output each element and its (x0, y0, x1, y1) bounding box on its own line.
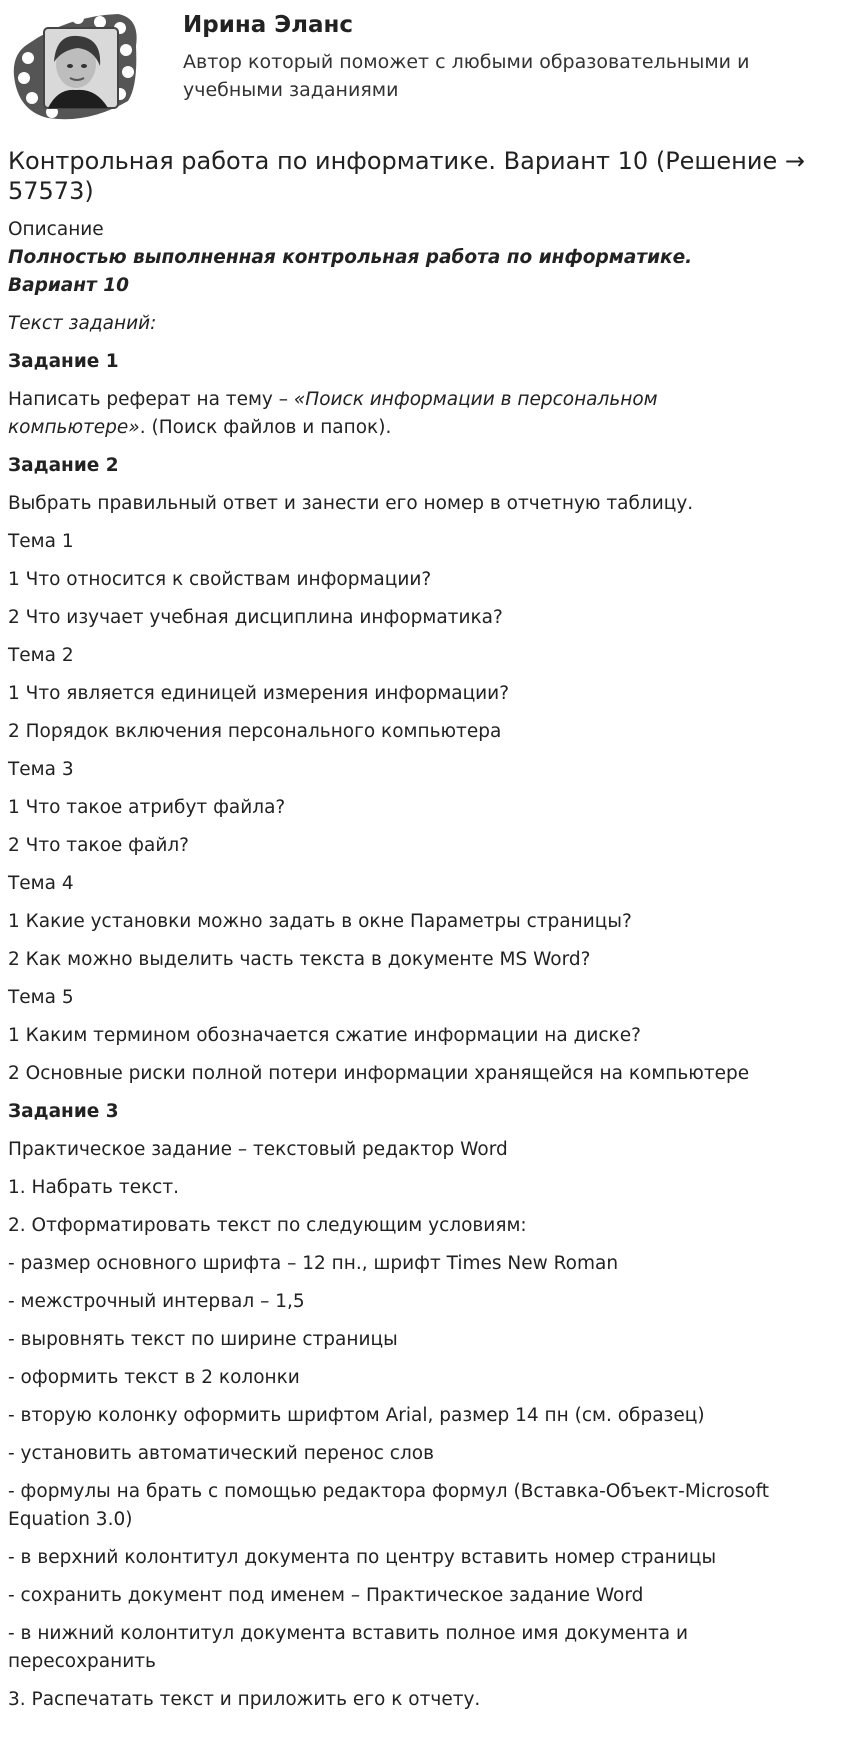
task3-heading: Задание 3 (8, 1101, 119, 1122)
topic-question: 2 Что изучает учебная дисциплина информатика? (8, 607, 503, 628)
task2-heading: Задание 2 (8, 455, 119, 476)
task3-item: - установить автоматический перенос слов (8, 1443, 434, 1464)
topic-title: Тема 1 (8, 531, 74, 552)
task3-item: - выровнять текст по ширине страницы (8, 1329, 398, 1350)
lead-text: Полностью выполненная контрольная работа по информатике. Вариант 10 (8, 247, 693, 296)
task3-item: - размер основного шрифта – 12 пн., шрифт Times New Roman (8, 1253, 619, 1274)
task1-heading: Задание 1 (8, 351, 119, 372)
task3-item: 3. Распечатать текст и приложить его к отчету. (8, 1689, 481, 1710)
task3-item: - сохранить документ под именем – Практическое задание Word (8, 1585, 644, 1606)
topic-title: Тема 4 (8, 873, 74, 894)
task1-text (8, 386, 768, 442)
task3-item: - вторую колонку оформить шрифтом Arial, размер 14 пн (см. образец) (8, 1405, 705, 1426)
topic-question: 1 Какие установки можно задать в окне Параметры страницы? (8, 911, 632, 932)
topic-question: 2 Порядок включения персонального компьютера (8, 721, 502, 742)
topic-question: 2 Как можно выделить часть текста в документе MS Word? (8, 949, 591, 970)
task3-item: - формулы на брать с помощью редактора формул (Вставка-Объект-Microsoft Equation 3.0) (8, 1481, 770, 1530)
author-header (0, 0, 847, 140)
task3-item: - оформить текст в 2 колонки (8, 1367, 300, 1388)
tasks-label: Текст заданий: (8, 313, 157, 334)
document-body (8, 216, 828, 1714)
topic-question: 1 Что относится к свойствам информации? (8, 569, 432, 590)
task3-item: - в нижний колонтитул документа вставить полное имя документа и пересохранить (8, 1623, 689, 1672)
topic-question: 1 Что является единицей измерения информации? (8, 683, 510, 704)
task3-item: - в верхний колонтитул документа по центру вставить номер страницы (8, 1547, 717, 1568)
author-avatar[interactable] (8, 6, 148, 126)
task2-intro: Выбрать правильный ответ и занести его номер в отчетную таблицу. (8, 493, 694, 514)
topic-title: Тема 5 (8, 987, 74, 1008)
topic-question: 2 Что такое файл? (8, 835, 189, 856)
task3-item: - межстрочный интервал – 1,5 (8, 1291, 305, 1312)
topic-title: Тема 2 (8, 645, 74, 666)
task1-text-before: Написать реферат на тему – (8, 389, 294, 410)
author-name[interactable]: Ирина Эланс (183, 12, 354, 38)
task3-item: 1. Набрать текст. (8, 1177, 179, 1198)
page-title: Контрольная работа по информатике. Вариант 10 (Решение → 57573) (8, 147, 805, 205)
task1-text-topic: «Поиск информации в персональном компьютере» (8, 389, 658, 438)
topic-question: 2 Основные риски полной потери информации хранящейся на компьютере (8, 1063, 750, 1084)
task3-intro: Практическое задание – текстовый редактор Word (8, 1139, 508, 1160)
author-tagline: Автор который поможет с любыми образовательными и учебными заданиями (183, 51, 750, 101)
task3-item: 2. Отформатировать текст по следующим условиям: (8, 1215, 527, 1236)
topic-question: 1 Что такое атрибут файла? (8, 797, 286, 818)
description-label: Описание (8, 219, 104, 240)
author-photo-icon (8, 6, 148, 126)
topic-question: 1 Каким термином обозначается сжатие информации на диске? (8, 1025, 641, 1046)
task1-text-after: . (Поиск файлов и папок). (139, 417, 392, 438)
topic-title: Тема 3 (8, 759, 74, 780)
